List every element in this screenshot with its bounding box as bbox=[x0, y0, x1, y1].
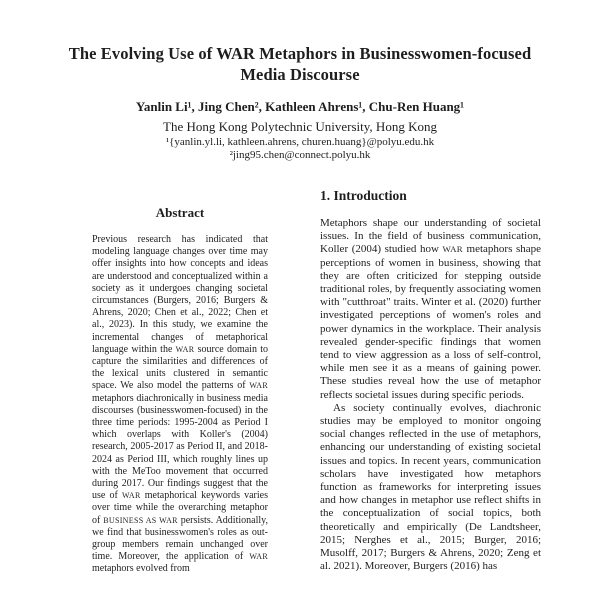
abstract-text: Previous research has indicated that modeling language changes over time may offer insights into how concepts and ideas are understood and conceptualized within a society as it undergoes changing societal circumstances (Burgers, 2016; Burgers & Ahrens, 2020; Chen et al., 2022; Chen et al., 2023). In this study, we examine the incremental changes of metaphorical language within the WAR source domain to capture the similarities and differences of the lexical units clustered in semantic space. We also model the patterns of WAR metaphors diachronically in business media discourses (businesswomen-focused) in the three time periods: 1995-2004 as Period I which overlaps with Koller's (2004) research, 2005-2017 as Period II, and 2018-2024 as Period III, which roughly lines up with the MeToo movement that occurred during 2017. Our findings suggest that the use of WAR metaphorical keywords varies over time while the overarching metaphor of BUSINESS AS WAR persists. Additionally, we find that businesswomen's roles as out-group members remain unchanged over time. Moreover, the application of WAR metaphors evolved from bbox=[92, 234, 268, 575]
introduction-paragraph-2: As society continually evolves, diachronic studies may be employed to monitor ongoing social changes reflected in the use of metaphors, enhancing our understanding of existing societal issues and topics. In recent years, communication scholars have investigated how metaphors function as frameworks for interpreting issues and how changes in metaphor use reflect shifts in the conceptualization of social topics, both theoretically and empirically (De Landtsheer, 2015; Nerghes et al., 2015; Burger, 2016; Musolff, 2017; Burgers & Ahrens, 2020; Zeng et al. 2021). Moreover, Burgers (2016) has bbox=[320, 401, 541, 573]
paper-title: The Evolving Use of WAR Metaphors in Businesswomen-focused Media Discourse bbox=[68, 44, 532, 84]
introduction-column bbox=[320, 188, 541, 573]
abstract-column bbox=[80, 205, 280, 576]
introduction-paragraph-1: Metaphors shape our understanding of societal issues. In the field of business communication, Koller (2004) studied how WAR metaphors shape perceptions of women in business, showing that they are often criticized for stepping outside traditional roles, by frequently associating women with "cutthroat" traits. Winter et al. (2020) further investigated perceptions of women's roles and power dynamics in the workplace. Their analysis revealed gender-specific findings that women tend to view aggression as a loss of self-control, while men see it as a means of gaining power. These studies reveal how the use of metaphor reflects societal issues during specific periods. bbox=[320, 217, 541, 401]
email-group-line: ¹{yanlin.yl.li, kathleen.ahrens, churen.huang}@polyu.edu.hk bbox=[165, 136, 435, 148]
abstract-heading: Abstract bbox=[155, 205, 205, 220]
introduction-heading: 1. Introduction bbox=[320, 188, 407, 203]
author-line: Yanlin Li¹, Jing Chen², Kathleen Ahrens¹, Chu-Ren Huang¹ bbox=[135, 99, 465, 114]
email-second-line: ²jing95.chen@connect.polyu.hk bbox=[229, 149, 371, 161]
affiliation-line: The Hong Kong Polytechnic University, Hong Kong bbox=[163, 119, 437, 134]
